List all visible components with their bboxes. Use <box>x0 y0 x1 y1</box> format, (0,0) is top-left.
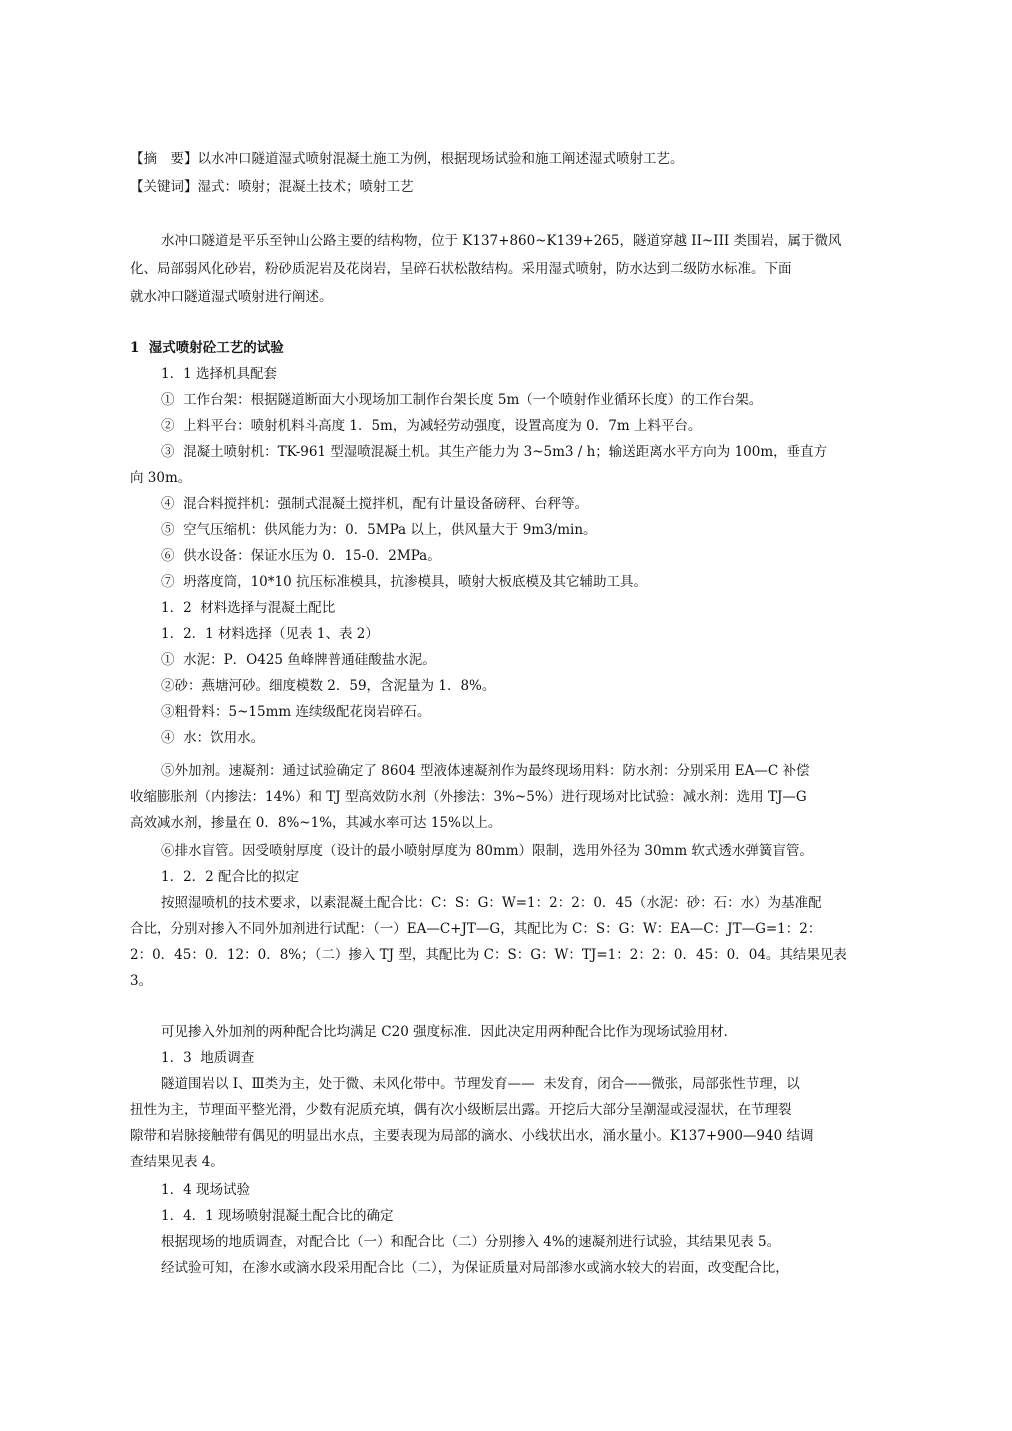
subsection-heading: 1．4 现场试验 <box>161 1182 250 1198</box>
subsection-heading: 1．4．1 现场喷射混凝土配合比的确定 <box>161 1208 394 1224</box>
subsection-heading: 1．2．2 配合比的拟定 <box>161 869 300 885</box>
list-item: ⑤ 空气压缩机：供风能力为：0．5MPa 以上，供风量大于 9m3/min。 <box>161 522 597 538</box>
paragraph-line: 可见掺入外加剂的两种配合比均满足 C20 强度标准．因此决定用两种配合比作为现场试验用材． <box>161 1024 738 1040</box>
list-item: ① 水泥：P．O425 鱼峰牌普通硅酸盐水泥。 <box>161 652 436 668</box>
paragraph-line: 查结果见表 4。 <box>130 1154 224 1170</box>
list-item: ④ 混合料搅拌机：强制式混凝土搅拌机，配有计量设备磅秤、台秤等。 <box>161 496 589 512</box>
list-item: ⑦ 坍落度筒，10*10 抗压标准模具，抗渗模具，喷射大板底模及其它辅助工具。 <box>161 574 647 590</box>
subsection-heading: 1．3 地质调查 <box>161 1050 255 1066</box>
list-item-continuation: 高效减水剂，掺量在 0．8%~1%，其减水率可达 15%以上。 <box>130 815 502 831</box>
list-item-continuation: 向 30m。 <box>130 470 192 486</box>
list-item: ⑥排水盲管。因受喷射厚度（设计的最小喷射厚度为 80mm）限制，选用外径为 30mm 软式透水弹簧盲管。 <box>161 843 813 859</box>
intro-paragraph-line: 化、局部弱风化砂岩，粉砂质泥岩及花岗岩，呈碎石状松散结构。采用湿式喷射，防水达到二级防水标准。下面 <box>130 261 792 277</box>
list-item: ②砂：燕塘河砂。细度模数 2．59，含泥量为 1．8%。 <box>161 678 496 694</box>
section-heading: 1 湿式喷射砼工艺的试验 <box>130 340 284 356</box>
list-item: ⑥ 供水设备：保证水压为 0．15-0．2MPa。 <box>161 548 441 564</box>
subsection-heading: 1．1 选择机具配套 <box>161 366 277 382</box>
intro-paragraph-line: 水冲口隧道是平乐至钟山公路主要的结构物，位于 K137+860~K139+265，隧道穿越 II~III 类围岩，属于微风 <box>161 233 842 249</box>
list-item: ④ 水：饮用水。 <box>161 730 265 746</box>
intro-paragraph-line: 就水冲口隧道湿式喷射进行阐述。 <box>130 289 333 305</box>
list-item: ③ 混凝土喷射机：TK-961 型湿喷混凝土机。其生产能力为 3~5m3 / h；输送距离水平方向为 100m，垂直方 <box>161 444 828 460</box>
paragraph-line: 合比，分别对掺入不同外加剂进行试配：（一）EA—C+JT—G，其配比为 C：S：G：W：EA—C：JT—G=1：2： <box>130 921 822 937</box>
paragraph-line: 按照湿喷机的技术要求，以素混凝土配合比：C：S：G：W=1：2：2：0．45（水泥：砂：石：水）为基准配 <box>161 895 822 911</box>
list-item-continuation: 收缩膨胀剂（内掺法：14%）和 TJ 型高效防水剂（外掺法：3%~5%）进行现场对比试验：减水剂：选用 TJ—G <box>130 789 807 805</box>
subsection-heading: 1．2 材料选择与混凝土配比 <box>161 600 336 616</box>
list-item: ② 上料平台：喷射机料斗高度 1．5m，为减轻劳动强度，设置高度为 0．7m 上料平台。 <box>161 418 702 434</box>
list-item: ① 工作台架：根据隧道断面大小现场加工制作台架长度 5m（一个喷射作业循环长度）的工作台架。 <box>161 392 763 408</box>
paragraph-line: 隧道围岩以 I、Ⅲ类为主，处于微、未风化带中。节理发育—— 未发育，闭合——微张，局部张性节理，以 <box>161 1076 800 1092</box>
subsection-heading: 1．2．1 材料选择（见表 1、表 2） <box>161 626 379 642</box>
keywords-line: 【关键词】湿式：喷射；混凝土技术；喷射工艺 <box>130 179 414 195</box>
paragraph-line: 隙带和岩脉接触带有偶见的明显出水点，主要表现为局部的滴水、小线状出水，涌水量小。K137+900—940 结调 <box>130 1128 814 1144</box>
paragraph-line: 2：0．45：0．12：0．8%；（二）掺入 TJ 型，其配比为 C：S：G：W：TJ=1：2：2：0．45：0．04。其结果见表 <box>130 947 847 963</box>
list-item: ③粗骨料：5~15mm 连续级配花岗岩碎石。 <box>161 704 431 720</box>
list-item: ⑤外加剂。速凝剂：通过试验确定了 8604 型液体速凝剂作为最终现场用料：防水剂：分别采用 EA—C 补偿 <box>161 763 810 779</box>
paragraph-line: 3。 <box>130 973 153 989</box>
abstract-line: 【摘 要】以水冲口隧道湿式喷射混凝土施工为例，根据现场试验和施工阐述湿式喷射工艺。 <box>130 151 684 167</box>
paragraph-line: 根据现场的地质调查，对配合比（一）和配合比（二）分别掺入 4%的速凝剂进行试验，其结果见表 5。 <box>161 1234 781 1250</box>
paragraph-line: 扭性为主，节理面平整光滑，少数有泥质充填，偶有次小级断层出露。开挖后大部分呈潮湿或浸湿状，在节理裂 <box>130 1102 792 1118</box>
paragraph-line: 经试验可知，在渗水或滴水段采用配合比（二），为保证质量对局部渗水或滴水较大的岩面，改变配合比， <box>161 1260 789 1276</box>
